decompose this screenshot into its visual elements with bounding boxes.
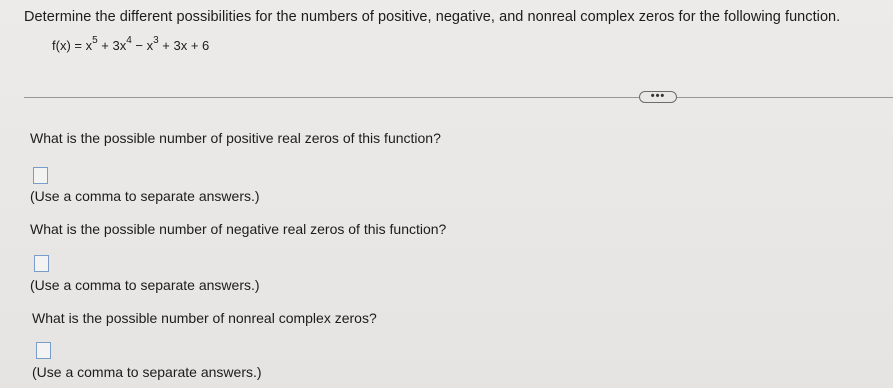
equation-exponent-1: 5 (92, 34, 98, 46)
negative-zeros-answer-input[interactable] (34, 255, 49, 272)
equation-exponent-3: 3 (153, 34, 159, 46)
nonreal-zeros-hint: (Use a comma to separate answers.) (32, 364, 262, 380)
equation-exponent-2: 4 (126, 34, 132, 46)
equation-prefix: f(x) = x (52, 38, 93, 53)
question-instruction: Determine the different possibilities for the numbers of positive, negative, and nonreal complex zeros for the following function. (24, 9, 841, 25)
ellipsis-icon: ••• (650, 89, 666, 102)
negative-zeros-hint: (Use a comma to separate answers.) (30, 277, 260, 293)
positive-zeros-prompt: What is the possible number of positive real zeros of this function? (30, 130, 441, 146)
equation-term-3: − x (131, 38, 154, 53)
function-equation (52, 34, 210, 53)
negative-zeros-prompt: What is the possible number of negative real zeros of this function? (30, 221, 447, 237)
positive-zeros-hint: (Use a comma to separate answers.) (30, 188, 260, 204)
more-options-button[interactable] (639, 91, 677, 103)
nonreal-zeros-prompt: What is the possible number of nonreal complex zeros? (32, 310, 377, 326)
section-divider (24, 97, 893, 98)
equation-suffix: + 3x + 6 (158, 38, 210, 53)
nonreal-zeros-answer-input[interactable] (36, 342, 51, 359)
positive-zeros-answer-input[interactable] (33, 167, 48, 184)
equation-term-2: + 3x (97, 38, 127, 53)
